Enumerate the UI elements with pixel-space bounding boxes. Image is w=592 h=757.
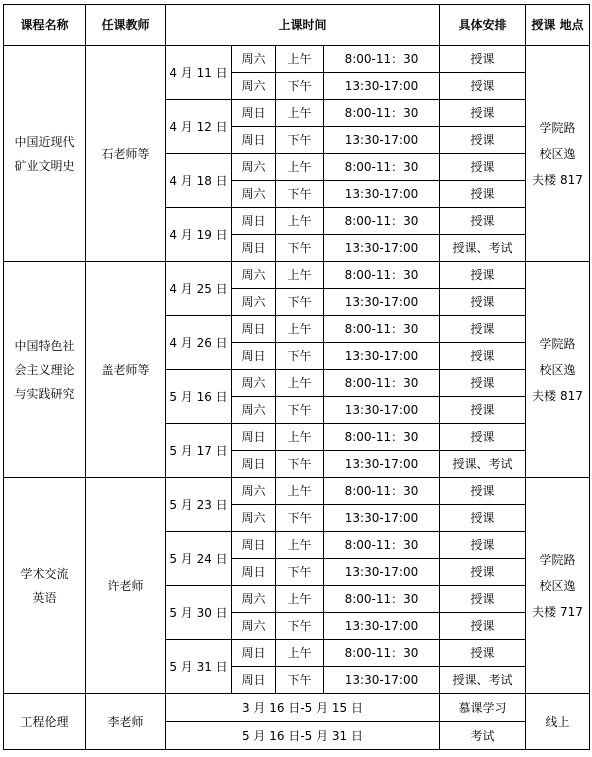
weekday: 周日 — [232, 316, 276, 343]
weekday: 周日 — [232, 451, 276, 478]
arrangement: 授课、考试 — [440, 235, 526, 262]
day-period: 下午 — [276, 667, 324, 694]
location: 线上 — [526, 694, 590, 750]
arrangement: 授课 — [440, 208, 526, 235]
day-period: 下午 — [276, 451, 324, 478]
day-period: 下午 — [276, 613, 324, 640]
course-name: 中国特色社 会主义理论 与实践研究 — [4, 262, 86, 478]
day-period: 上午 — [276, 208, 324, 235]
arrangement: 授课 — [440, 73, 526, 100]
weekday: 周六 — [232, 397, 276, 424]
day-period: 下午 — [276, 235, 324, 262]
day-period: 上午 — [276, 640, 324, 667]
arrangement: 授课 — [440, 505, 526, 532]
teacher-name: 石老师等 — [86, 46, 166, 262]
time-range: 8:00-11：30 — [324, 424, 440, 451]
time-range: 13:30-17:00 — [324, 343, 440, 370]
session-date: 4 月 12 日 — [166, 100, 232, 154]
day-period: 下午 — [276, 181, 324, 208]
session-date: 4 月 25 日 — [166, 262, 232, 316]
weekday: 周日 — [232, 100, 276, 127]
time-range: 13:30-17:00 — [324, 289, 440, 316]
session-date: 5 月 17 日 — [166, 424, 232, 478]
teacher-name: 盖老师等 — [86, 262, 166, 478]
schedule-body — [4, 46, 590, 750]
course-name: 中国近现代 矿业文明史 — [4, 46, 86, 262]
session-date: 4 月 19 日 — [166, 208, 232, 262]
time-range: 13:30-17:00 — [324, 73, 440, 100]
date-range: 5 月 16 日-5 月 31 日 — [166, 722, 440, 750]
day-period: 上午 — [276, 100, 324, 127]
day-period: 下午 — [276, 73, 324, 100]
time-range: 8:00-11：30 — [324, 640, 440, 667]
weekday: 周六 — [232, 586, 276, 613]
weekday: 周日 — [232, 532, 276, 559]
weekday: 周日 — [232, 343, 276, 370]
session-date: 5 月 24 日 — [166, 532, 232, 586]
time-range: 8:00-11：30 — [324, 208, 440, 235]
day-period: 上午 — [276, 478, 324, 505]
weekday: 周六 — [232, 370, 276, 397]
location: 学院路 校区逸 夫楼 817 — [526, 262, 590, 478]
time-range: 13:30-17:00 — [324, 397, 440, 424]
weekday: 周六 — [232, 613, 276, 640]
arrangement: 授课 — [440, 613, 526, 640]
weekday: 周日 — [232, 208, 276, 235]
session-date: 4 月 11 日 — [166, 46, 232, 100]
time-range: 13:30-17:00 — [324, 505, 440, 532]
teacher-name: 李老师 — [86, 694, 166, 750]
table-row — [4, 262, 590, 289]
session-date: 5 月 16 日 — [166, 370, 232, 424]
time-range: 8:00-11：30 — [324, 586, 440, 613]
arrangement: 授课 — [440, 316, 526, 343]
arrangement: 授课 — [440, 262, 526, 289]
arrangement: 授课 — [440, 478, 526, 505]
day-period: 上午 — [276, 46, 324, 73]
weekday: 周日 — [232, 235, 276, 262]
weekday: 周六 — [232, 181, 276, 208]
session-date: 5 月 30 日 — [166, 586, 232, 640]
header-arrangement: 具体安排 — [440, 5, 526, 46]
time-range: 8:00-11：30 — [324, 370, 440, 397]
weekday: 周六 — [232, 73, 276, 100]
time-range: 13:30-17:00 — [324, 667, 440, 694]
arrangement: 授课 — [440, 532, 526, 559]
session-date: 4 月 18 日 — [166, 154, 232, 208]
time-range: 8:00-11：30 — [324, 100, 440, 127]
table-row — [4, 478, 590, 505]
arrangement: 授课 — [440, 559, 526, 586]
arrangement: 授课 — [440, 424, 526, 451]
arrangement: 授课 — [440, 154, 526, 181]
header-course: 课程名称 — [4, 5, 86, 46]
weekday: 周日 — [232, 127, 276, 154]
day-period: 上午 — [276, 586, 324, 613]
day-period: 上午 — [276, 424, 324, 451]
arrangement: 授课 — [440, 289, 526, 316]
weekday: 周日 — [232, 640, 276, 667]
day-period: 上午 — [276, 154, 324, 181]
day-period: 下午 — [276, 559, 324, 586]
arrangement: 授课 — [440, 127, 526, 154]
date-range: 3 月 16 日-5 月 15 日 — [166, 694, 440, 722]
arrangement: 授课 — [440, 100, 526, 127]
day-period: 下午 — [276, 343, 324, 370]
teacher-name: 许老师 — [86, 478, 166, 694]
day-period: 上午 — [276, 262, 324, 289]
schedule-table — [3, 4, 590, 750]
arrangement: 授课、考试 — [440, 667, 526, 694]
arrangement: 授课 — [440, 343, 526, 370]
arrangement: 授课 — [440, 640, 526, 667]
time-range: 13:30-17:00 — [324, 127, 440, 154]
header-row — [4, 5, 590, 46]
arrangement: 授课 — [440, 397, 526, 424]
time-range: 13:30-17:00 — [324, 613, 440, 640]
time-range: 8:00-11：30 — [324, 478, 440, 505]
location: 学院路 校区逸 夫楼 717 — [526, 478, 590, 694]
weekday: 周六 — [232, 478, 276, 505]
weekday: 周日 — [232, 559, 276, 586]
course-name: 学术交流 英语 — [4, 478, 86, 694]
table-row — [4, 46, 590, 73]
time-range: 13:30-17:00 — [324, 559, 440, 586]
arrangement: 授课 — [440, 370, 526, 397]
session-date: 5 月 23 日 — [166, 478, 232, 532]
time-range: 8:00-11：30 — [324, 316, 440, 343]
weekday: 周日 — [232, 424, 276, 451]
location: 学院路 校区逸 夫楼 817 — [526, 46, 590, 262]
time-range: 8:00-11：30 — [324, 154, 440, 181]
header-teacher: 任课教师 — [86, 5, 166, 46]
header-location: 授课 地点 — [526, 5, 590, 46]
day-period: 下午 — [276, 505, 324, 532]
weekday: 周日 — [232, 667, 276, 694]
day-period: 上午 — [276, 532, 324, 559]
day-period: 下午 — [276, 397, 324, 424]
day-period: 上午 — [276, 370, 324, 397]
session-date: 4 月 26 日 — [166, 316, 232, 370]
day-period: 下午 — [276, 127, 324, 154]
arrangement: 慕课学习 — [440, 694, 526, 722]
header-time: 上课时间 — [166, 5, 440, 46]
session-date: 5 月 31 日 — [166, 640, 232, 694]
time-range: 8:00-11：30 — [324, 532, 440, 559]
table-row — [4, 694, 590, 722]
day-period: 下午 — [276, 289, 324, 316]
arrangement: 授课、考试 — [440, 451, 526, 478]
arrangement: 授课 — [440, 181, 526, 208]
time-range: 13:30-17:00 — [324, 235, 440, 262]
time-range: 8:00-11：30 — [324, 46, 440, 73]
weekday: 周六 — [232, 505, 276, 532]
weekday: 周六 — [232, 289, 276, 316]
time-range: 13:30-17:00 — [324, 451, 440, 478]
course-name: 工程伦理 — [4, 694, 86, 750]
weekday: 周六 — [232, 154, 276, 181]
time-range: 8:00-11：30 — [324, 262, 440, 289]
weekday: 周六 — [232, 46, 276, 73]
day-period: 上午 — [276, 316, 324, 343]
arrangement: 授课 — [440, 46, 526, 73]
arrangement: 考试 — [440, 722, 526, 750]
arrangement: 授课 — [440, 586, 526, 613]
weekday: 周六 — [232, 262, 276, 289]
time-range: 13:30-17:00 — [324, 181, 440, 208]
